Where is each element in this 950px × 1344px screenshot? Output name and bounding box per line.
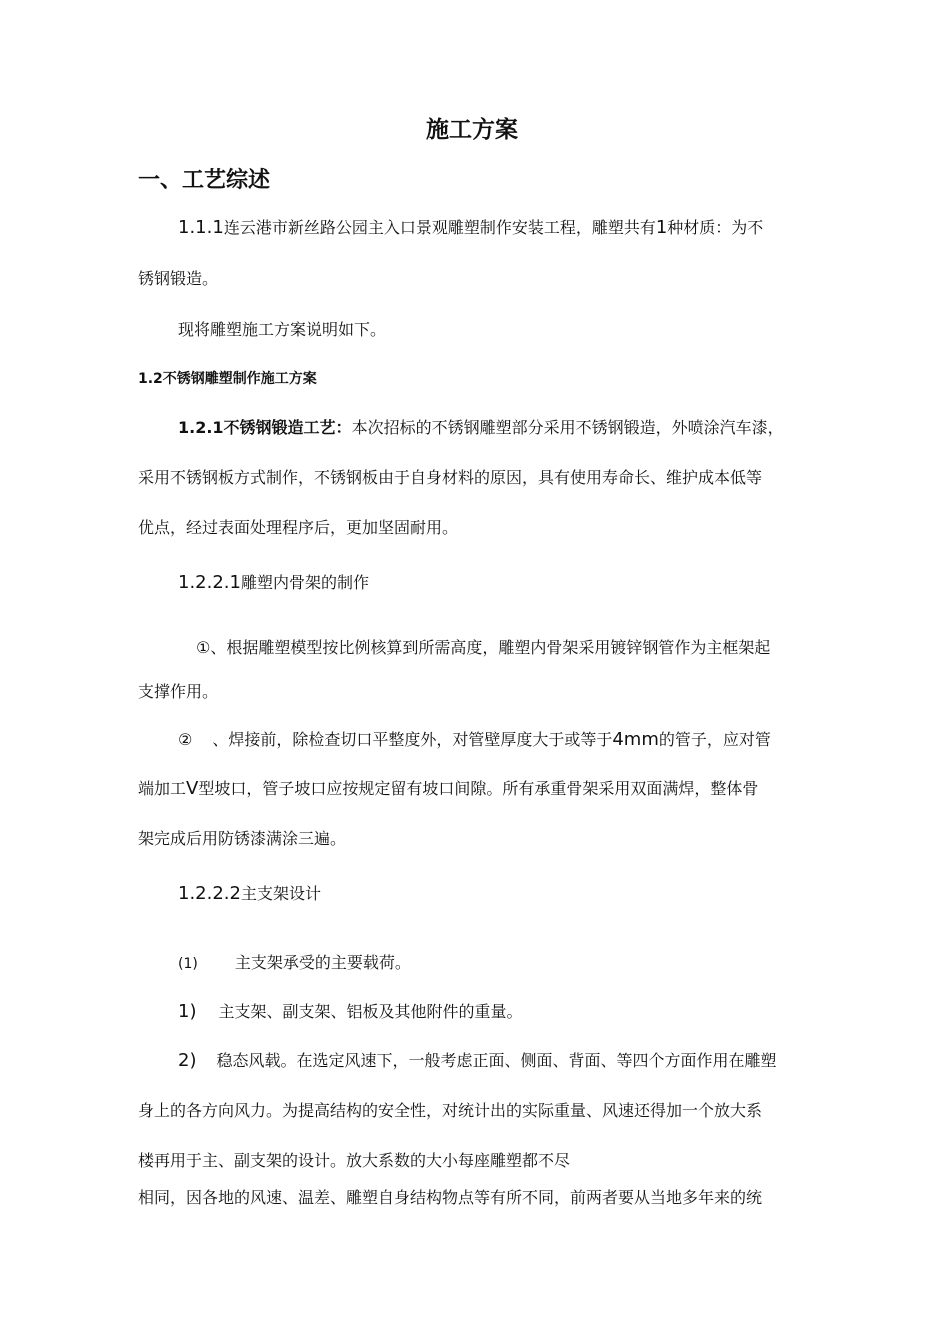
groove-type: V <box>186 778 199 799</box>
numbered-item-2-line-4: 相同，因各地的风速、温差、雕塑自身结构物点等有所不同，前两者要从当地多年来的统 <box>138 1188 763 1207</box>
item-2-line-3: 架完成后用防锈漆满涂三遍。 <box>138 829 347 848</box>
intro-paragraph: 现将雕塑施工方案说明如下。 <box>178 320 387 339</box>
item-1-line-1: ①、根据雕塑模型按比例核算到所需高度，雕塑内骨架采用镀锌钢管作为主框架起 <box>196 638 771 657</box>
paragraph-text: 主支架承受的主要载荷。 <box>234 953 411 972</box>
paragraph-text: 型坡口，管子坡口应按规定留有坡口间隙。所有承重骨架采用双面满焊，整体骨 <box>198 779 759 798</box>
paragraph-text: 主支架、副支架、铝板及其他附件的重量。 <box>218 1002 523 1021</box>
paragraph-1-2-1-line-2: 采用不锈钢板方式制作，不锈钢板由于自身材料的原因，具有使用寿命长、维护成本低等 <box>138 468 763 487</box>
item-marker: ② <box>178 730 193 749</box>
clause-title: 主支架设计 <box>240 884 321 903</box>
item-marker: 2) <box>178 1050 197 1071</box>
numbered-item-2-line-3: 楼再用于主、副支架的设计。放大系数的大小每座雕塑都不尽 <box>138 1151 571 1170</box>
numbered-item-2-line-1 <box>178 1051 777 1071</box>
thickness-value: 4mm <box>612 729 659 750</box>
numbered-item-1 <box>178 1002 523 1022</box>
clause-number: 1.2.2.1 <box>178 572 241 593</box>
paragraph-text: 端加工 <box>138 779 187 798</box>
clause-number: 1.1.1 <box>178 217 224 238</box>
clause-heading-1-2-2-1 <box>178 573 369 593</box>
page-title: 施工方案 <box>426 117 518 143</box>
paragraph-text: 的管子，应对管 <box>658 730 771 749</box>
material-count: 1 <box>655 217 668 238</box>
numbered-item-2-line-2: 身上的各方向风力。为提高结构的安全性，对统计出的实际重量、风速还得加一个放大系 <box>138 1101 763 1120</box>
paragraph-1-2-1-line-1 <box>178 418 784 438</box>
paragraph-1-1-1-line-2: 锈钢锻造。 <box>138 269 219 288</box>
item-1-line-2: 支撑作用。 <box>138 682 219 701</box>
paragraph-text: 、焊接前，除检查切口平整度外，对管壁厚度大于或等于 <box>212 730 613 749</box>
item-marker: (1) <box>178 956 198 972</box>
paragraph-text: 稳态风载。在选定风速下，一般考虑正面、侧面、背面、等四个方面作用在雕塑 <box>216 1051 777 1070</box>
subsection-heading: 1.2不锈钢雕塑制作施工方案 <box>138 371 317 387</box>
item-marker: 1) <box>178 1001 197 1022</box>
section-heading: 一、工艺综述 <box>138 168 271 193</box>
item-2-line-2 <box>138 779 758 799</box>
paragraph-1-1-1-line-1 <box>178 218 763 238</box>
paragraph-text: 种材质：为不 <box>667 218 764 237</box>
sub-item-1 <box>178 953 411 974</box>
paragraph-text: 连云港市新丝路公园主入口景观雕塑制作安装工程，雕塑共有 <box>223 218 656 237</box>
paragraph-1-2-1-line-3: 优点，经过表面处理程序后，更加坚固耐用。 <box>138 518 459 537</box>
clause-label: 1.2.1不锈钢锻造工艺： <box>178 418 352 437</box>
clause-title: 雕塑内骨架的制作 <box>240 573 369 592</box>
paragraph-text: 本次招标的不锈钢雕塑部分采用不锈钢锻造，外喷涂汽车漆， <box>351 418 784 437</box>
clause-heading-1-2-2-2 <box>178 884 321 904</box>
item-2-line-1 <box>178 730 771 750</box>
clause-number: 1.2.2.2 <box>178 883 241 904</box>
